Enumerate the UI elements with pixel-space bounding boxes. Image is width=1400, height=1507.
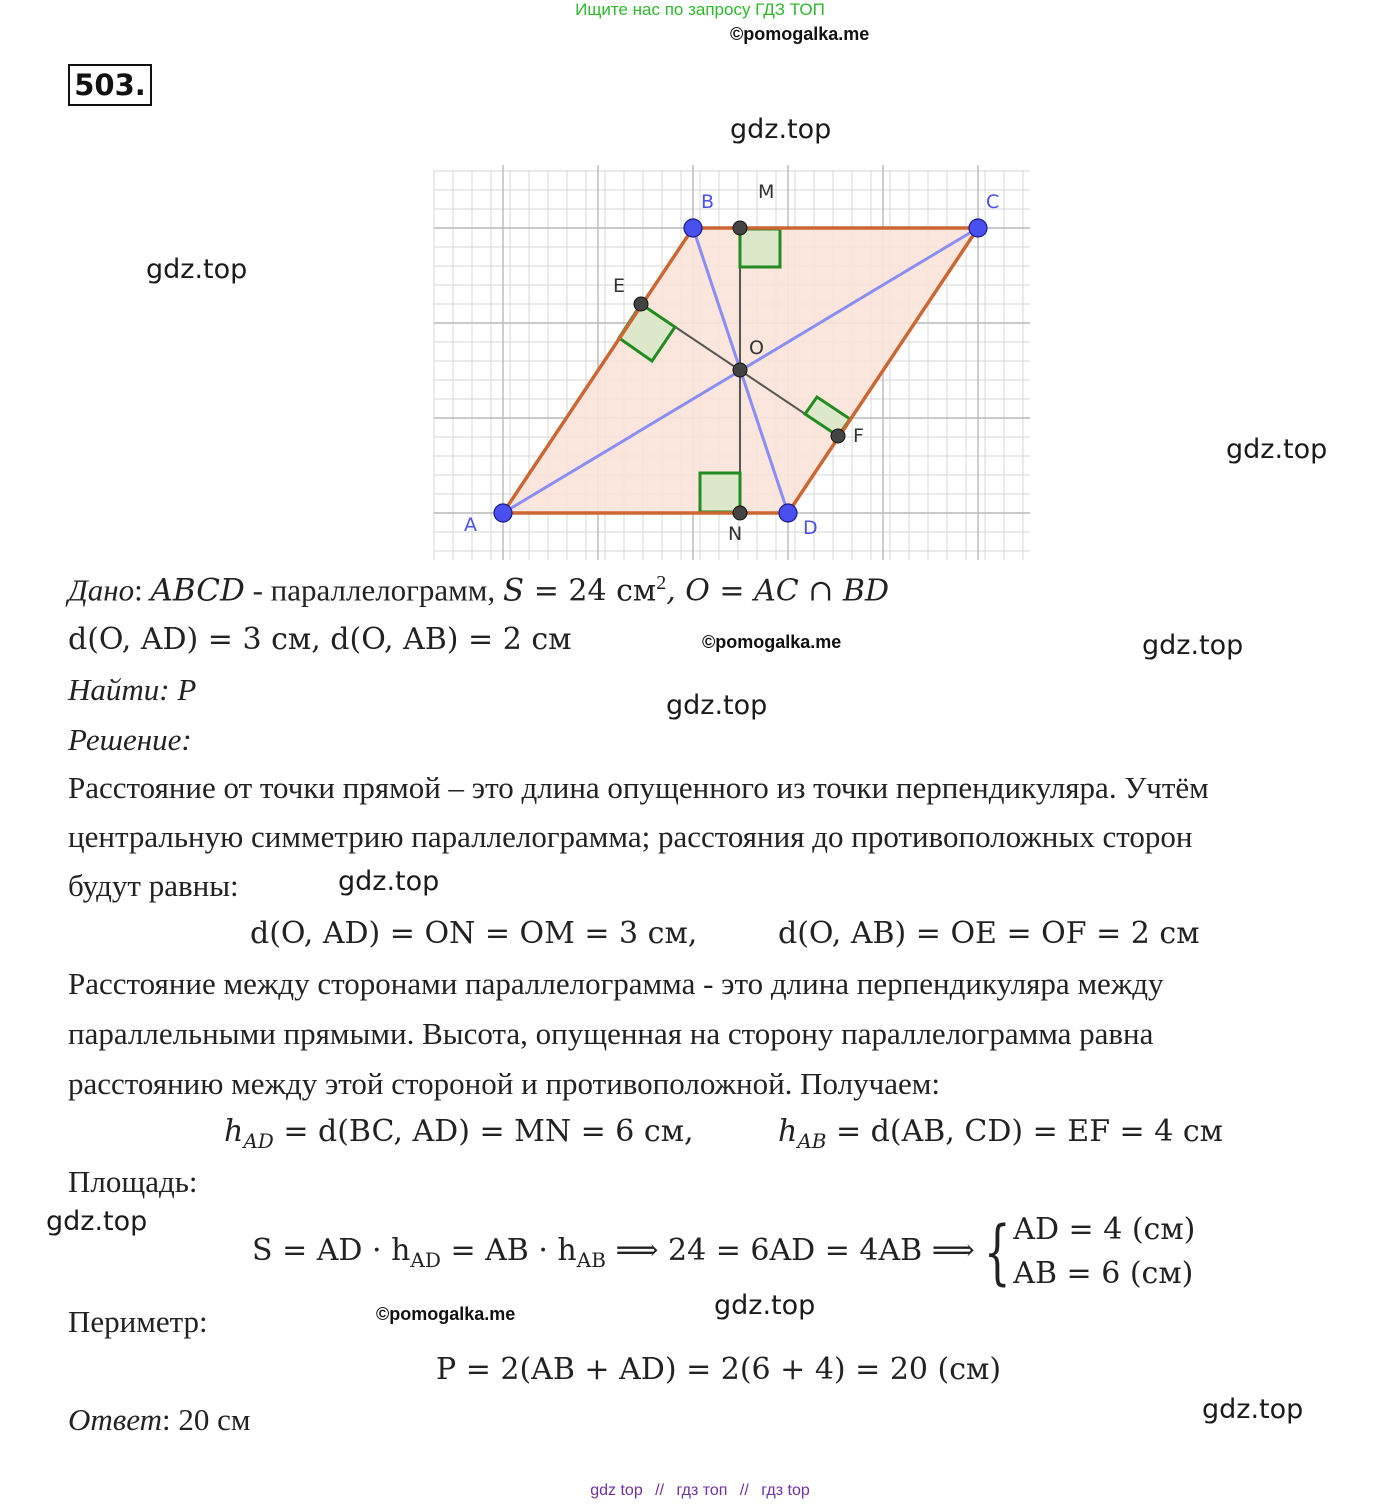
watermark: gdz.top [666,690,768,721]
given-area-power: 2 [656,572,667,594]
problem-number: 503. [68,64,152,106]
watermark: gdz.top [730,114,832,145]
watermark: gdz.top [1142,630,1244,661]
copyright-bottom: ©pomogalka.me [376,1304,516,1324]
label-D: D [803,517,818,539]
given-label: Дано [68,572,135,608]
copyright-mid: ©pomogalka.me [702,632,842,652]
solution-title: Решение: [68,722,192,757]
label-O: O [749,337,764,359]
para2-line2: параллельными прямыми. Высота, опущенная на сторону параллелограмма равна [68,1016,1154,1051]
given-line-1: Дано: ABCD - параллелограмм, S = 24 $см^2$, O = AC ∩ BD [68,572,890,609]
label-E: E [613,275,626,297]
given-line-2: d(O, AD) = 3 см, d(O, AB) = 2 см [68,622,572,657]
watermark: gdz.top [146,254,248,285]
footer-separator: // [739,1482,749,1499]
given-intersection: , O = AC ∩ BD [666,573,890,609]
formula1-left: d(O, AD) = ON = OM = 3 см, [250,916,698,951]
copyright-top: ©pomogalka.me [730,24,870,44]
para1-line1: Расстояние от точки прямой – это длина опущенного из точки перпендикуляра. Учтём [68,770,1209,805]
area-formula: S = AD · $h_{AD}$ = AB · $h_{AB}$ ⟹ 24 = 6AD = 4AB ⟹{AD = 4 (см) AB = 6 (см) [252,1211,1196,1293]
para2-line1: Расстояние между сторонами параллелограмма - это длина перпендикуляра между [68,966,1164,1001]
para1-line3: будут равны: [68,868,239,903]
para1-line2: центральную симметрию параллелограмма; расстояния до противоположных сторон [68,819,1193,854]
given-area-var: S [502,572,525,609]
label-F: F [853,425,864,447]
given-figure: ABCD [150,572,245,609]
perimeter-label: Периметр: [68,1304,208,1339]
formula1-right: d(O, AB) = OE = OF = 2 см [778,916,1200,951]
footer-link[interactable]: гдз top [761,1482,810,1499]
label-C: C [986,191,1000,213]
label-B: B [701,191,715,213]
watermark: gdz.top [46,1206,148,1237]
area-system-2: AB = 6 (см) [1013,1256,1194,1291]
label-A: A [464,514,477,536]
watermark: gdz.top [338,866,440,897]
given-area-value: = 24 см [524,573,657,609]
perimeter-formula: P = 2(AB + AD) = 2(6 + 4) = 20 (см) [436,1352,1002,1387]
footer-link[interactable]: гдз топ [676,1482,728,1499]
find-line: Найти: P [68,672,197,707]
area-label: Площадь: [68,1164,198,1199]
answer-line: Ответ: 20 см [68,1402,251,1437]
area-system-1: AD = 4 (см) [1013,1212,1196,1247]
watermark: gdz.top [1202,1394,1304,1425]
parallelogram-figure [430,160,1035,565]
label-N: N [728,523,743,545]
given-text: - параллелограмм, [244,572,503,608]
search-banner: Ищите нас по запросу ГДЗ ТОП [575,0,825,19]
footer-links [0,1482,1400,1500]
formula2-left: $h_{AD} = d(BC$, AD) = MN = 6 см, [224,1114,694,1153]
footer-link[interactable]: gdz top [590,1482,643,1499]
formula2-right: $h_{AB} = d(AB$, CD) = EF = 4 см [778,1114,1223,1153]
para2-line3: расстоянию между этой стороной и противоположной. Получаем: [68,1066,940,1101]
watermark: gdz.top [1226,434,1328,465]
watermark: gdz.top [714,1290,816,1321]
label-M: M [758,181,775,203]
footer-separator: // [655,1482,665,1499]
